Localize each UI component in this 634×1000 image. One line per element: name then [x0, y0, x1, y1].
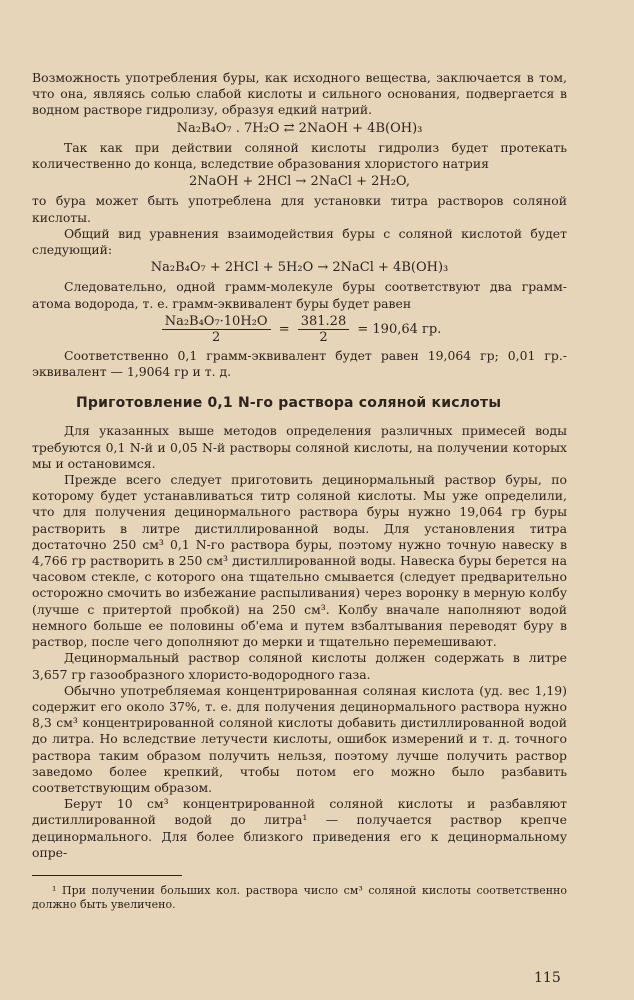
paragraph-7: Для указанных выше методов определения различных примесей воды требуются 0,1 N-й и 0,05 N-й растворы соляной кислоты, на получении которых мы и остановимся. [32, 423, 567, 471]
footnote: ¹ При получении больших кол. раствора число см³ соляной кислоты соответственно должно быть увеличено. [32, 883, 567, 911]
fraction-numerator: Na₂B₄O₇·10H₂O [162, 314, 271, 330]
paragraph-8: Прежде всего следует приготовить децинормальный раствор буры, по которому будет устанавливаться титр соляной кислоты. Мы уже определили, что для получения децинормального раствора буры нужно 19,064 гр буры растворить в литре дистиллированной воды. Для установления титра достаточно 250 см³ 0,1 N-го раствора буры, поэтому нужно точную навеску в 4,766 гр растворить в 250 см³ дистиллированной воды. Навеска буры берется на часовом стекле, с которого она тщательно смывается (следует предварительно осторожно смочить во избежание распыливания) через воронку в мерную колбу (лучше с притертой пробкой) на 250 см³. Колбу вначале наполняют водой немного больше ее половины об'ема и путем взбалтывания переводят буру в раствор, после чего дополняют до мерки и тщательно перемешивают. [32, 472, 567, 650]
paragraph-9: Децинормальный раствор соляной кислоты должен содержать в литре 3,657 гр газообразного хлористо-водородного газа. [32, 650, 567, 682]
paragraph-3: то бура может быть употреблена для установки титра растворов соляной кислоты. [32, 193, 567, 225]
footnote-divider [32, 875, 182, 876]
paragraph-10: Обычно употребляемая концентрированная соляная кислота (уд. вес 1,19) содержит его около 37%, т. е. для получения децинормального раствора нужно 8,3 см³ концентрированной соляной кислоты добавить дистиллированной водой до литра. Но вследствие летучести кислоты, ошибок измерений и т. д. точного раствора таким образом получить нельзя, поэтому лучше получить раствор заведомо более крепкий, чтобы потом его можно было разбавить соответствующим образом. [32, 682, 567, 795]
fraction-value-numerator: 381.28 [298, 314, 350, 330]
paragraph-5: Следовательно, одной грамм-молекуле буры соответствуют два грамм-атома водорода, т. е. грамм-эквивалент буры будет равен [32, 279, 567, 311]
paragraph-11: Берут 10 см³ концентрированной соляной кислоты и разбавляют дистиллированной водой до литра¹ — получается раствор крепче децинормального. Для более близкого приведения его к децинормальному опре- [32, 796, 567, 860]
section-heading: Приготовление 0,1 N-го раствора соляной кислоты [76, 395, 502, 412]
fraction-denominator: 2 [211, 329, 221, 345]
equation-hydrolysis: Na₂B₄O₇ . 7H₂O ⇄ 2NaOH + 4B(OH)₃ [176, 120, 423, 136]
fraction-formula [162, 314, 271, 345]
page-number: 115 [534, 970, 561, 986]
paragraph-2: Так как при действии соляной кислоты гидролиз будет протекать количественно до конца, вследствие образования хлористого натрия [32, 139, 567, 172]
equivalent-calculation [32, 314, 567, 345]
paragraph-6: Соответственно 0,1 грамм-эквивалент будет равен 19,064 гр; 0,01 гр.-эквивалент — 1,9064 гр и т. д. [32, 347, 567, 380]
equation-borax-hcl: Na₂B₄O₇ + 2HCl + 5H₂O → 2NaCl + 4B(OH)₃ [150, 260, 449, 276]
fraction-value [298, 314, 350, 345]
equals-sign: = [278, 321, 290, 337]
equation-neutralization: 2NaOH + 2HCl → 2NaCl + 2H₂O, [189, 174, 410, 190]
calculation-result: = 190,64 гр. [357, 321, 442, 337]
paragraph-1: Возможность употребления буры, как исходного вещества, заключается в том, что она, являясь солью слабой кислоты и сильного основания, подвергается в водном растворе гидролизу, образуя едкий натрий. [32, 70, 567, 118]
paragraph-4: Общий вид уравнения взаимодействия буры с соляной кислотой будет следующий: [32, 225, 567, 258]
page-body [32, 70, 567, 912]
fraction-value-denominator: 2 [319, 329, 328, 345]
